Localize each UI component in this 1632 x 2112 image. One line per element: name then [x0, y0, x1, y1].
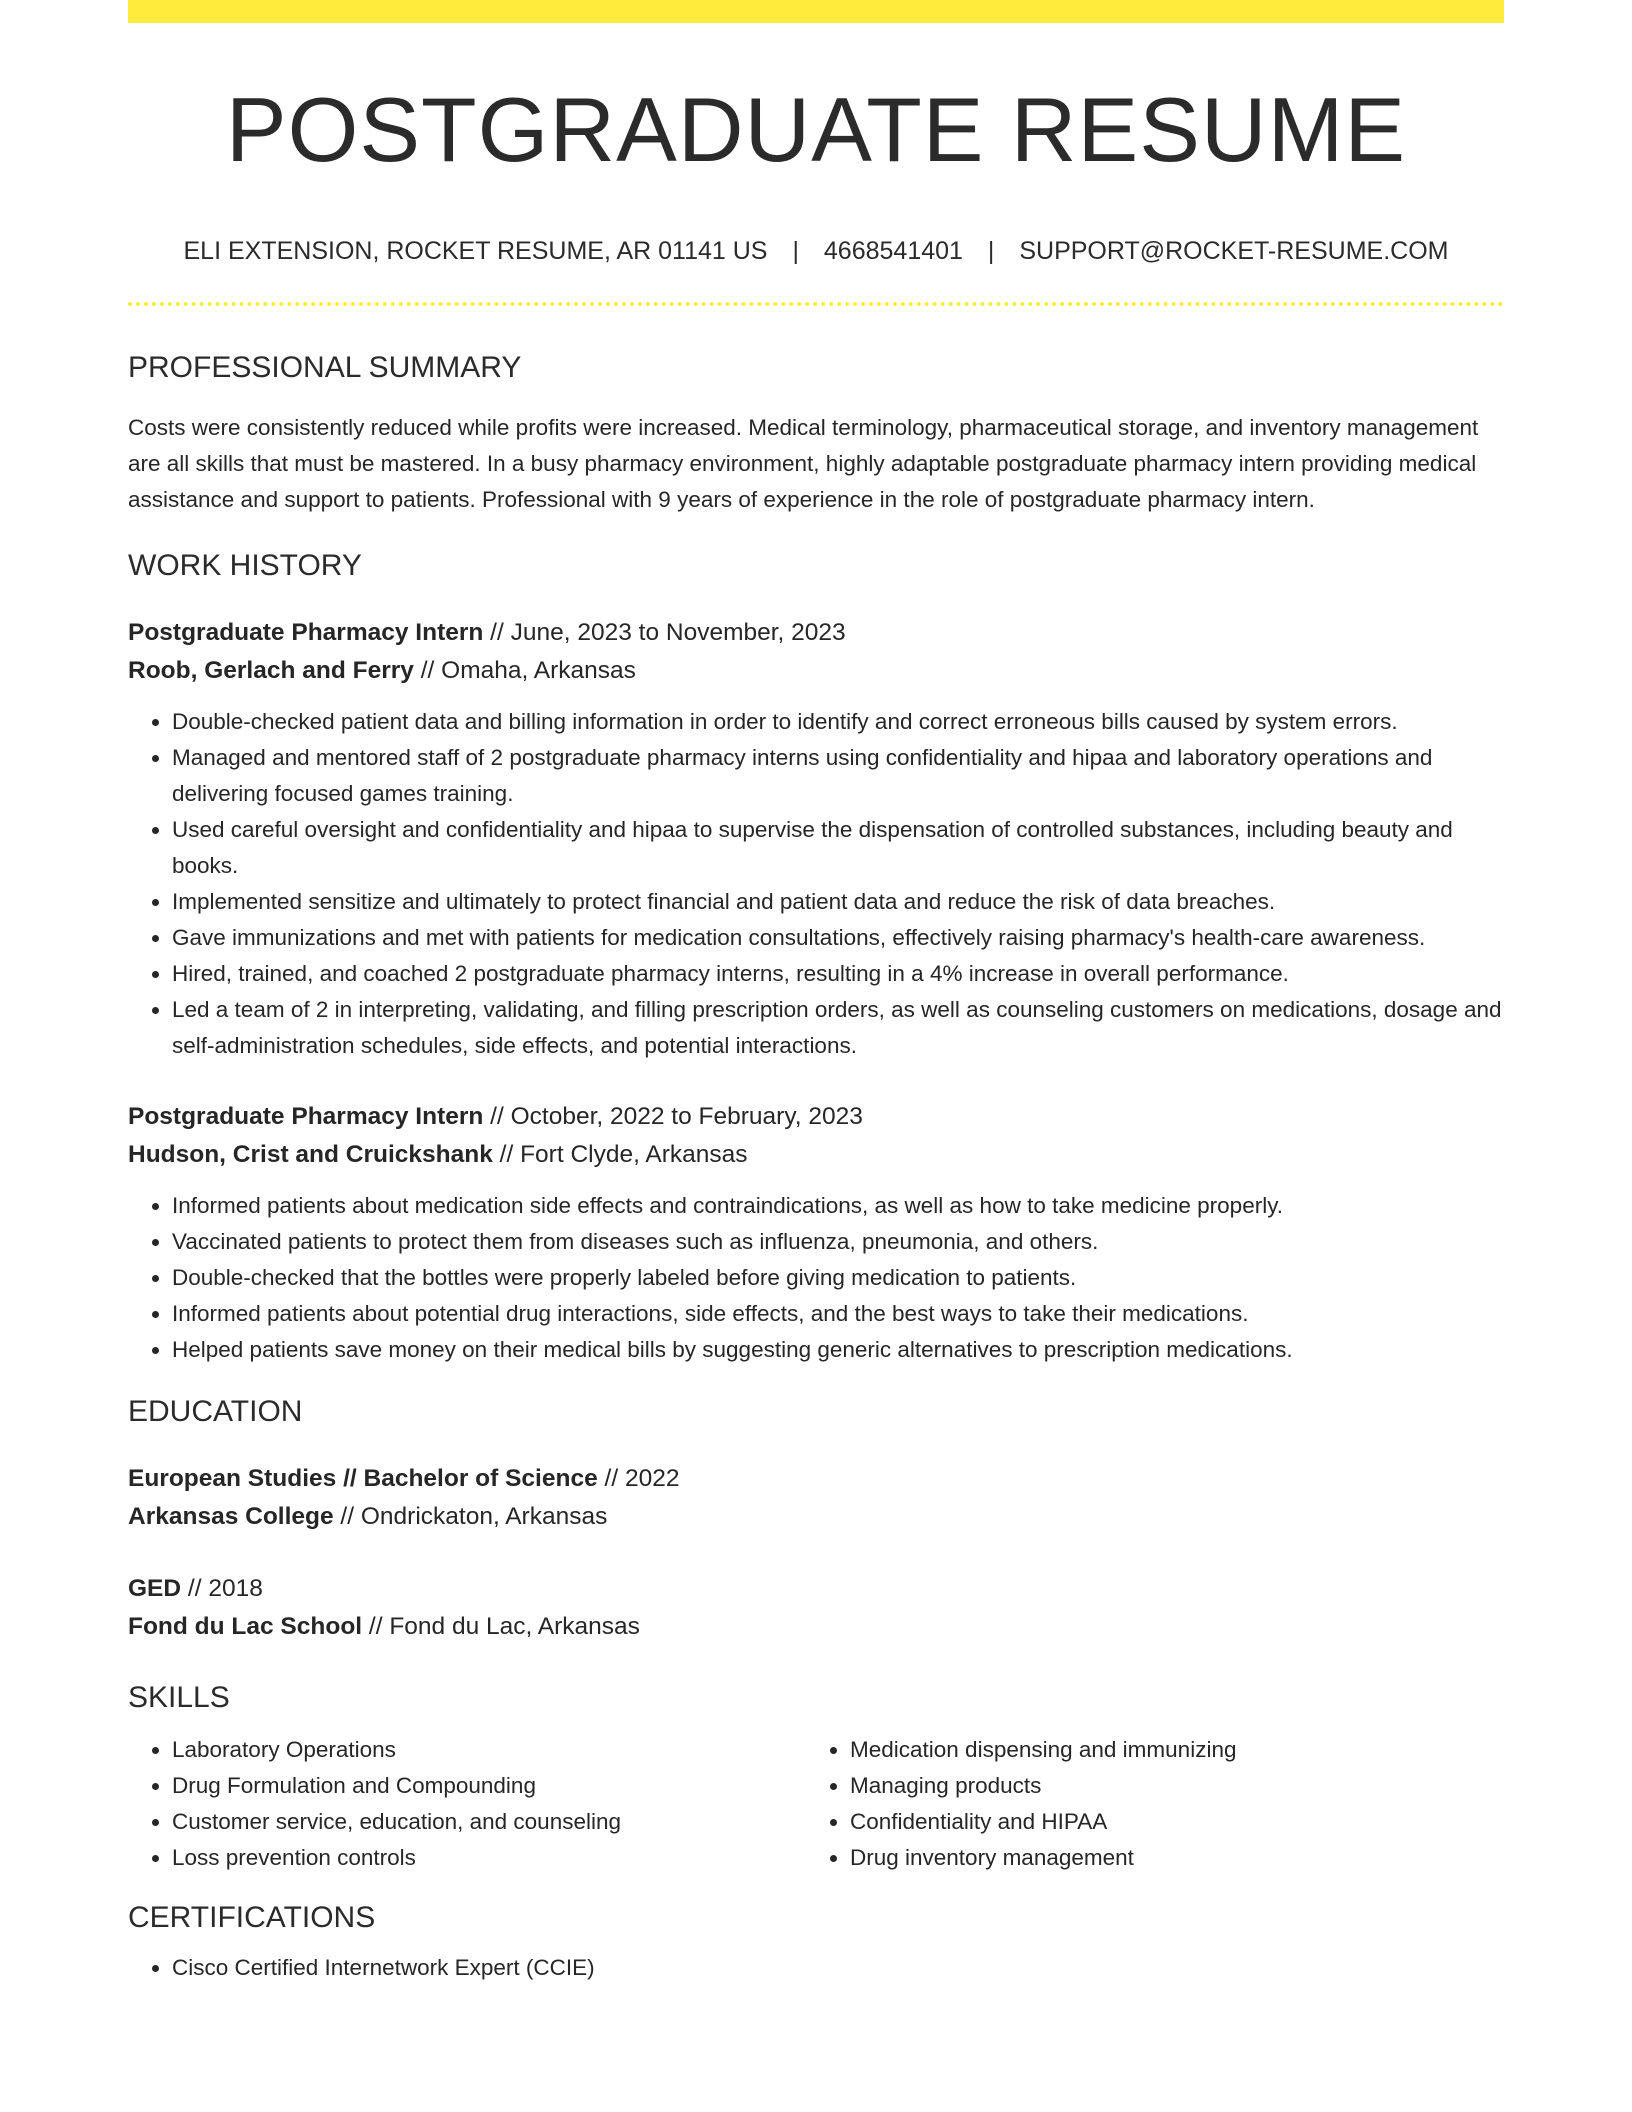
job-bullet: • Managed and mentored staff of 2 postgraduate pharmacy interns using confidentiality and hipaa and laboratory operations and delivering focused games training.: [172, 740, 1504, 812]
job-bullets: [128, 704, 1504, 1064]
certifications-heading: CERTIFICATIONS: [128, 1901, 376, 1935]
job-dates: // October, 2022 to February, 2023: [483, 1103, 863, 1131]
job-location: // Fort Clyde, Arkansas: [492, 1141, 748, 1169]
certification-item: • Cisco Certified Internetwork Expert (CCIE): [172, 1950, 1504, 1986]
job-bullet: • Used careful oversight and confidentiality and hipaa to supervise the dispensation of controlled substances, including beauty and books.: [172, 812, 1504, 884]
education-entry: [128, 1570, 1504, 1646]
job-bullet: • Double-checked that the bottles were properly labeled before giving medication to patients.: [172, 1260, 1504, 1296]
education-degree-line: [128, 1570, 1504, 1608]
job-dates: // June, 2023 to November, 2023: [483, 619, 846, 647]
job-company: Hudson, Crist and Cruickshank: [128, 1141, 493, 1169]
skill-item: • Drug Formulation and Compounding: [172, 1768, 806, 1804]
job-bullet: • Hired, trained, and coached 2 postgraduate pharmacy interns, resulting in a 4% increase in overall performance.: [172, 956, 1504, 992]
skills-column-right: [806, 1732, 1484, 1876]
skill-item: • Confidentiality and HIPAA: [850, 1804, 1484, 1840]
job-bullet: • Vaccinated patients to protect them from diseases such as influenza, pneumonia, and others.: [172, 1224, 1504, 1260]
contact-email: SUPPORT@ROCKET-RESUME.COM: [1019, 237, 1449, 266]
contact-separator: |: [987, 237, 995, 266]
job-company-line: [128, 652, 1504, 690]
job-entry: [128, 1098, 1504, 1368]
skill-item: • Customer service, education, and counseling: [172, 1804, 806, 1840]
job-company: Roob, Gerlach and Ferry: [128, 657, 414, 685]
job-bullet: • Helped patients save money on their medical bills by suggesting generic alternatives to prescription medications.: [172, 1332, 1504, 1368]
education-school-line: [128, 1498, 1504, 1536]
job-location: // Omaha, Arkansas: [413, 657, 636, 685]
summary-heading: PROFESSIONAL SUMMARY: [128, 351, 522, 385]
contact-address: ELI EXTENSION, ROCKET RESUME, AR 01141 US: [183, 237, 768, 266]
job-bullet: • Implemented sensitize and ultimately to protect financial and patient data and reduce the risk of data breaches.: [172, 884, 1504, 920]
skill-item: • Laboratory Operations: [172, 1732, 806, 1768]
education-school: Fond du Lac School: [128, 1613, 363, 1641]
job-title-line: [128, 614, 1504, 652]
contact-line: [128, 236, 1504, 266]
education-year: // 2018: [181, 1575, 263, 1603]
job-title: Postgraduate Pharmacy Intern: [128, 1103, 484, 1131]
top-accent-bar: [128, 0, 1504, 23]
skills-heading: SKILLS: [128, 1681, 230, 1715]
job-bullet: • Gave immunizations and met with patients for medication consultations, effectively raising pharmacy's health-care awareness.: [172, 920, 1504, 956]
job-entry: [128, 614, 1504, 1064]
job-bullet: • Informed patients about potential drug interactions, side effects, and the best ways to take their medications.: [172, 1296, 1504, 1332]
education-degree: European Studies // Bachelor of Science: [128, 1465, 598, 1493]
education-degree-line: [128, 1460, 1504, 1498]
job-company-line: [128, 1136, 1504, 1174]
job-bullet: • Double-checked patient data and billing information in order to identify and correct erroneous bills caused by system errors.: [172, 704, 1504, 740]
skills-column-left: [128, 1732, 806, 1876]
summary-text: Costs were consistently reduced while profits were increased. Medical terminology, pharmaceutical storage, and inventory management are all skills that must be mastered. In a busy pharmacy environment, highly adaptable postgraduate pharmacy intern providing medical assistance and support to patients. Professional with 9 years of experience in the role of postgraduate pharmacy intern.: [128, 415, 1479, 513]
job-title: Postgraduate Pharmacy Intern: [128, 619, 484, 647]
education-heading: EDUCATION: [128, 1395, 303, 1429]
education-degree: GED: [128, 1575, 182, 1603]
skills-grid: [128, 1732, 1504, 1876]
skills-list: [806, 1732, 1484, 1876]
skills-list: [128, 1732, 806, 1876]
skill-item: • Managing products: [850, 1768, 1484, 1804]
education-location: // Ondrickaton, Arkansas: [333, 1503, 608, 1531]
certifications-list: [128, 1950, 1504, 1986]
contact-separator: |: [792, 237, 799, 266]
header-divider: [128, 302, 1504, 306]
skill-item: • Drug inventory management: [850, 1840, 1484, 1876]
education-school: Arkansas College: [128, 1503, 334, 1531]
education-location: // Fond du Lac, Arkansas: [362, 1613, 640, 1641]
job-bullet: • Informed patients about medication side effects and contraindications, as well as how to take medicine properly.: [172, 1188, 1504, 1224]
resume-title: POSTGRADUATE RESUME: [225, 80, 1407, 181]
skill-item: • Loss prevention controls: [172, 1840, 806, 1876]
job-bullet: • Led a team of 2 in interpreting, validating, and filling prescription orders, as well as counseling customers on medications, dosage and self-administration schedules, side effects, and potential interactions.: [172, 992, 1504, 1064]
skill-item: • Medication dispensing and immunizing: [850, 1732, 1484, 1768]
work-history-heading: WORK HISTORY: [128, 549, 362, 583]
education-year: // 2022: [597, 1465, 680, 1493]
resume-page: [128, 0, 1504, 1986]
job-bullets: [128, 1188, 1504, 1368]
education-school-line: [128, 1608, 1504, 1646]
job-title-line: [128, 1098, 1504, 1136]
contact-phone: 4668541401: [823, 237, 963, 266]
education-entry: [128, 1460, 1504, 1536]
